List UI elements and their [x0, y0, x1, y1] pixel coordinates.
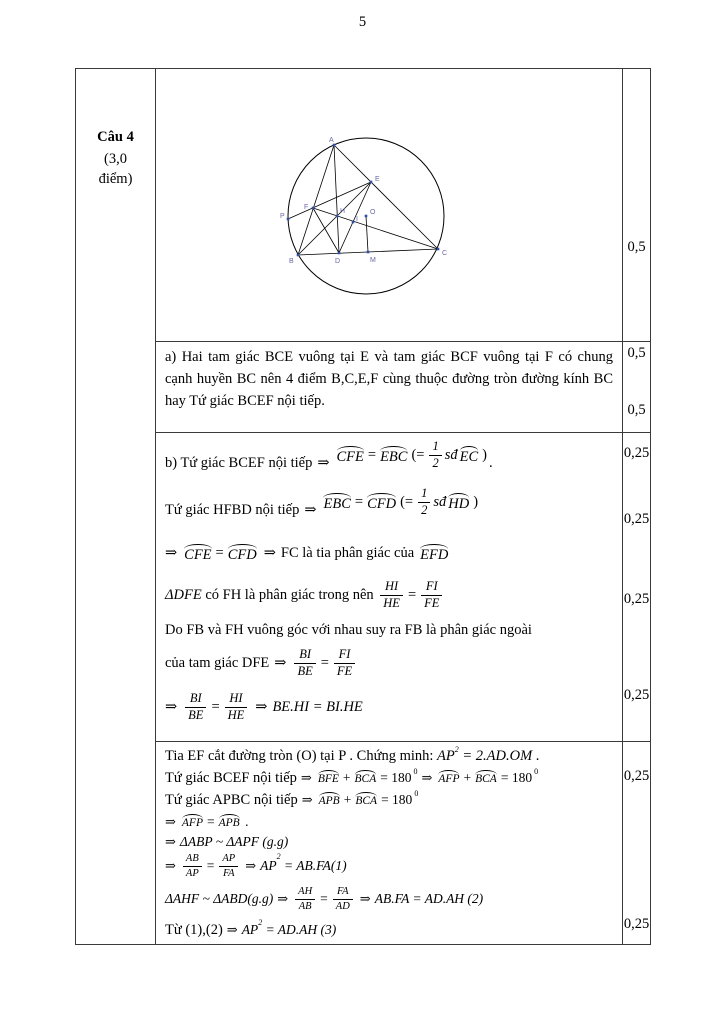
point-label-e: E [375, 176, 380, 183]
page-number: 5 [358, 14, 367, 30]
solution-line-c2 [165, 767, 613, 789]
score-value: 0,5 [627, 345, 646, 361]
implies-arrow: ⇒ [165, 544, 178, 561]
equals: = [367, 446, 377, 463]
arc-angle: EC [458, 446, 481, 465]
row-figure [156, 69, 650, 342]
row-part-c [156, 742, 650, 944]
arc-angle: BFE [316, 770, 341, 786]
arc-angle: CFD [365, 493, 398, 512]
point-H [336, 215, 339, 218]
degree-exponent: 0 [414, 789, 419, 798]
implies-arrow: ⇒ [274, 654, 287, 671]
numerator: AB [183, 853, 202, 867]
part-a-text: a) Hai tam giác BCE vuông tại E và tam giác BCF vuông tại F có chung cạnh huyền BC nên 4 điểm B,C,E,F cùng thuộc đường tròn đường kính BC hay Tứ giác BCEF nội tiếp. [165, 349, 613, 409]
plus: + [342, 770, 351, 785]
numerator: 1 [429, 440, 441, 456]
solution-line-b4 [165, 573, 613, 617]
solution-line-c1 [165, 745, 613, 767]
point-label-d: D [335, 258, 341, 265]
text-run: của tam giác DFE [165, 654, 270, 671]
point-label-a: A [329, 137, 334, 144]
arc-measure-label: sđ [433, 493, 447, 510]
score-cell-row2 [623, 342, 650, 432]
exponent: 2 [258, 918, 263, 927]
score-value: 0,25 [623, 916, 650, 932]
degree-exponent: 0 [534, 767, 539, 776]
equation: BE.HI = BI.HE [272, 698, 363, 715]
fraction [421, 580, 442, 611]
solution-line-c6 [165, 852, 613, 880]
denominator: HE [227, 707, 245, 722]
arc-angle: AFP [180, 814, 205, 830]
text-run: Do FB và FH vuông góc với nhau suy ra FB là phân giác ngoài [165, 621, 532, 638]
plus: + [343, 792, 352, 807]
part-c-cell [156, 742, 623, 944]
implies-arrow: ⇒ [226, 922, 238, 937]
fraction [219, 853, 238, 879]
arc-angle: CFD [226, 544, 259, 563]
denominator: FA [223, 867, 235, 879]
implies-arrow: ⇒ [165, 698, 178, 715]
denominator: AP [185, 867, 199, 879]
point-label-i: I [356, 216, 358, 223]
implies-arrow: ⇒ [245, 858, 257, 873]
text-run: Tứ giác BCEF nội tiếp [165, 769, 297, 786]
fraction [185, 692, 206, 723]
point-label-p: P [280, 213, 285, 220]
text-run: FC là tia phân giác của [280, 544, 415, 561]
implies-arrow: ⇒ [301, 792, 313, 807]
implies-arrow: ⇒ [263, 544, 276, 561]
numerator: HI [380, 580, 403, 596]
implies-arrow: ⇒ [300, 770, 312, 785]
arc-angle: HD [446, 493, 471, 512]
part-a-cell [156, 342, 623, 432]
score-value: 0,25 [623, 591, 650, 607]
point-F [312, 207, 315, 210]
numerator: FA [333, 886, 353, 900]
open-paren: (= [411, 446, 425, 463]
fraction [295, 886, 315, 912]
implies-arrow: ⇒ [421, 770, 433, 785]
numerator: FI [334, 648, 355, 664]
point-I [352, 221, 355, 224]
point-label-f: F [304, 204, 309, 211]
equals: = [320, 654, 329, 671]
arc-angle: BCA [473, 770, 499, 786]
denominator: 2 [421, 502, 428, 517]
numerator: AH [295, 886, 315, 900]
arc-angle: APB [217, 814, 242, 830]
equation: = 2.AD.OM [458, 747, 533, 764]
solution-line-c3 [165, 789, 613, 811]
score-value: 0,25 [623, 511, 650, 527]
point-A [333, 144, 336, 147]
score-value: 0,5 [627, 402, 646, 418]
answer-table [75, 68, 651, 945]
close-paren: ) [473, 493, 479, 510]
score-cell-row1 [623, 69, 650, 341]
figure-cell [156, 69, 623, 341]
question-points: (3,0 điểm) [98, 151, 133, 187]
point-M [367, 251, 370, 254]
row-part-a [156, 342, 650, 433]
math-term: AP [437, 747, 455, 764]
point-B [297, 254, 300, 257]
solution-line-c8 [165, 918, 613, 942]
close-paren: ) [482, 446, 488, 463]
point-label-h: H [340, 208, 346, 215]
implies-arrow: ⇒ [359, 891, 371, 906]
implies-arrow: ⇒ [255, 698, 268, 715]
open-paren: (= [400, 493, 414, 510]
denominator: FE [424, 595, 440, 610]
point-label-c: C [442, 250, 448, 257]
equation: AB.FA = AD.AH (2) [374, 891, 484, 906]
score-value: 0,25 [623, 445, 650, 461]
denominator: BE [188, 707, 204, 722]
period: . [241, 813, 249, 829]
triangle-name: ΔDFE [165, 586, 202, 603]
score-value: 0,25 [623, 768, 650, 784]
question-label: Câu 4 [97, 129, 134, 145]
angle-formula [321, 487, 480, 518]
implies-arrow: ⇒ [165, 858, 176, 873]
fraction [334, 648, 355, 679]
equals: = [206, 858, 215, 873]
numerator: BI [185, 692, 206, 708]
figure-wrapper [156, 69, 622, 308]
equals: = [407, 586, 417, 603]
implies-arrow: ⇒ [165, 834, 176, 849]
denominator: HE [383, 595, 400, 610]
arc-angle: BCA [353, 770, 379, 786]
period: . [489, 454, 493, 471]
implies-arrow: ⇒ [304, 501, 317, 518]
math-term: AP [241, 922, 259, 937]
fraction [294, 648, 315, 679]
numerator: AP [219, 853, 238, 867]
arc-angle: BCA [353, 792, 379, 808]
solution-line-b7 [165, 683, 613, 731]
answer-body [156, 69, 650, 944]
text-run: Tứ giác HFBD nội tiếp [165, 501, 300, 518]
point-P [287, 218, 290, 221]
text-run: Tia EF cắt đường tròn (O) tại P . Chứng minh: [165, 747, 438, 764]
point-label-b: B [289, 258, 294, 265]
denominator: AD [335, 900, 350, 912]
denominator: BE [297, 663, 313, 678]
arc-angle: APB [317, 792, 342, 808]
part-b-cell [156, 433, 623, 741]
point-label-m: M [370, 257, 376, 264]
period: . [532, 747, 540, 764]
score-cell-row4 [623, 742, 650, 944]
solution-line-b6 [165, 643, 613, 683]
arc-angle: EBC [321, 493, 352, 512]
denominator: FE [336, 663, 353, 678]
point-O [365, 215, 368, 218]
implies-arrow: ⇒ [317, 454, 330, 471]
point-label-o: O [370, 209, 376, 216]
solution-line-c5 [165, 832, 613, 852]
numerator: HI [225, 692, 248, 708]
implies-arrow: ⇒ [277, 891, 289, 906]
equals: = [354, 493, 364, 510]
row-part-b [156, 433, 650, 742]
solution-line-c7 [165, 880, 613, 918]
arc-angle: AFP [436, 770, 461, 786]
arc-angle: CFE [182, 544, 213, 563]
math-term: AP [260, 858, 277, 873]
similar-triangles: ΔABP ~ ΔAPF (g.g) [179, 834, 289, 849]
numerator: FI [421, 580, 442, 596]
denominator: 2 [432, 455, 439, 470]
arc-angle: CFE [335, 446, 366, 465]
exponent: 2 [276, 852, 281, 861]
equals: = [211, 698, 220, 715]
equals: = [206, 813, 215, 829]
score-value: 0,5 [627, 239, 646, 255]
arc-angle: EFD [418, 544, 450, 563]
equation: = AD.AH (3) [262, 922, 337, 937]
implies-arrow: ⇒ [165, 813, 176, 829]
fraction [183, 853, 202, 879]
equals-180: = 180 [380, 770, 412, 785]
fraction [418, 487, 430, 518]
solution-line-b5 [165, 617, 613, 643]
plus: + [463, 770, 472, 785]
text-run: Từ (1),(2) [165, 921, 223, 938]
numerator: BI [294, 648, 315, 664]
score-value: 0,25 [623, 687, 650, 703]
similar-triangles: ΔAHF ~ ΔABD(g.g) [165, 891, 274, 906]
angle-formula [335, 440, 490, 471]
point-D [338, 252, 341, 255]
text-run: có FH là phân giác trong nên [201, 586, 378, 603]
figure-labels [280, 137, 447, 265]
equals-180: = 180 [500, 770, 533, 785]
geometry-figure [256, 131, 481, 303]
fraction [225, 692, 248, 723]
equals: = [320, 891, 328, 906]
equals-180: = 180 [381, 792, 413, 807]
denominator: AB [298, 900, 312, 912]
degree-exponent: 0 [413, 767, 418, 776]
text-run: Tứ giác APBC nội tiếp [165, 791, 298, 808]
question-cell [76, 69, 156, 944]
arc-angle: EBC [378, 446, 409, 465]
solution-line-b2 [165, 487, 613, 533]
solution-line-b3 [165, 533, 613, 573]
point-E [370, 181, 373, 184]
score-cell-row3 [623, 433, 650, 741]
text-run: b) Tứ giác BCEF nội tiếp [165, 454, 313, 471]
arc-measure-label: sđ [444, 446, 458, 463]
numerator: 1 [418, 487, 430, 503]
point-C [437, 248, 440, 251]
fraction [333, 886, 353, 912]
equation: = AB.FA(1) [280, 858, 347, 873]
fraction [380, 580, 403, 611]
exponent: 2 [454, 745, 459, 754]
equals: = [215, 544, 224, 561]
fraction [429, 440, 441, 471]
solution-line-b1 [165, 439, 613, 487]
solution-line-c4 [165, 811, 613, 832]
